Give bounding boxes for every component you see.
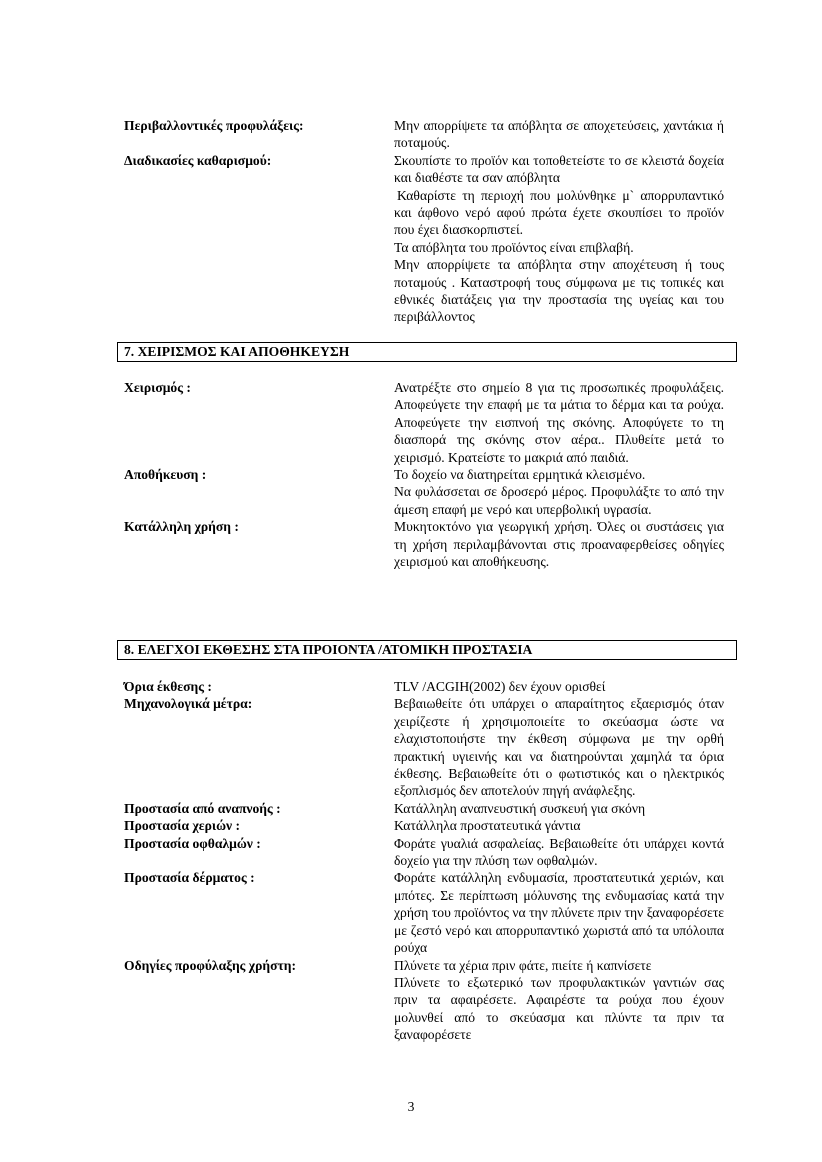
eye-protection-row	[124, 835, 728, 870]
user-precautions-text: Πλύνετε τα χέρια πριν φάτε, πιείτε ή καπνίσετε	[394, 957, 652, 973]
proper-use-value	[394, 518, 724, 570]
cleanup-row	[124, 152, 728, 326]
section7-heading: 7. ΧΕΙΡΙΣΜΟΣ ΚΑΙ ΑΠΟΘΗΚΕΥΣΗ	[117, 342, 737, 362]
env-precautions-label: Περιβαλλοντικές προφυλάξεις:	[124, 118, 304, 133]
section7-block	[124, 379, 728, 570]
exposure-limits-value	[394, 678, 724, 695]
storage-text: Να φυλάσσεται σε δροσερό μέρος. Προφυλάξτε το από την άμεση επαφή με νερό και υπερβολική υγρασία.	[394, 484, 724, 517]
exposure-limits-row	[124, 678, 728, 695]
user-precautions-label: Οδηγίες προφύλαξης χρήστη:	[124, 957, 296, 973]
proper-use-label: Κατάλληλη χρήση :	[124, 519, 239, 535]
cleanup-text: Καθαρίστε τη περιοχή που μολύνθηκε μ` απορρυπαντικό και άφθονο νερό αφού πρώτα έχετε σκουπίσει το προϊόν που έχει διασκορπιστεί.	[394, 187, 724, 238]
env-precautions-row	[124, 117, 728, 152]
section8-heading: 8. ΕΛΕΓΧΟΙ ΕΚΘΕΣΗΣ ΣΤΑ ΠΡΟΙΟΝΤΑ /ΑΤΟΜΙΚΗ ΠΡΟΣΤΑΣΙΑ	[117, 640, 737, 660]
section6-block	[124, 117, 728, 326]
skin-protection-row	[124, 869, 728, 956]
page-number: 3	[407, 1099, 415, 1114]
user-precautions-text: Πλύνετε το εξωτερικό των προφυλακτικών γαντιών σας πριν τα αφαιρέσετε. Αφαιρέστε τα ρούχα που έχουν μολυνθεί από το σκεύασμα και πλύντε τα πριν τα ξαναφορέσετε	[394, 974, 724, 1043]
skin-protection-text: Φοράτε κατάλληλη ενδυμασία, προστατευτικά χεριών, και μπότες. Σε περίπτωση μόλυνσης της ενδυμασίας κατά την χρήση του προϊόντος να την πλύνετε πριν την ξαναφορέσετε με ζεστό νερό και απορρυπαντικό χωριστά από τα υπόλοιπα ρούχα	[394, 870, 724, 956]
proper-use-row	[124, 518, 728, 570]
user-precautions-value	[394, 957, 724, 1044]
engineering-measures-label: Μηχανολογικά μέτρα:	[124, 696, 253, 712]
cleanup-text: Σκουπίστε το προϊόν και τοποθετείστε το σε κλειστά δοχεία και διαθέστε τα σαν απόβλητα	[394, 152, 724, 186]
hand-protection-label: Προστασία χεριών :	[124, 818, 240, 834]
storage-row	[124, 466, 728, 518]
handling-text: Ανατρέξτε στο σημείο 8 για τις προσωπικές προφυλάξεις. Αποφεύγετε την επαφή με τα μάτια το δέρμα και τα ρούχα. Αποφεύγετε την εισπνοή της σκόνης. Αποφύγετε το τη διασπορά της σκόνης στον αέρα.. Πλυθείτε μετά το χειρισμό. Κρατείστε το μακριά από παιδιά.	[394, 380, 724, 465]
engineering-measures-text: Βεβαιωθείτε ότι υπάρχει ο απαραίτητος εξαερισμός όταν χειρίζεστε ή χρησιμοποιείτε το σκεύασμα ώστε να ελαχιστοποιήστε την έκθεση σύμφωνα με την ορθή πρακτική υγιεινής και να διατηρούνται χαμηλά τα όρια έκθεσης. Βεβαιωθείτε ότι ο φωτιστικός και ο ηλεκτρικός εξοπλισμός δεν αποτελούν πηγή ανάφλεξης.	[394, 696, 724, 799]
hand-protection-text: Κατάλληλα προστατευτικά γάντια	[394, 818, 581, 834]
proper-use-text: Μυκητοκτόνο για γεωργική χρήση. Όλες οι συστάσεις για τη χρήση περιλαμβάνονται στις προαναφερθείσες οδηγίες χειρισμού και αποθήκευσης.	[394, 519, 724, 570]
eye-protection-text: Φοράτε γυαλιά ασφαλείας. Βεβαιωθείτε ότι υπάρχει κοντά δοχείο για την πλύση των οφθαλμών.	[394, 835, 724, 869]
cleanup-text: Μην απορρίψετε τα απόβλητα στην αποχέτευση ή τους ποταμούς . Καταστροφή τους σύμφωνα με τις τοπικές και εθνικές διατάξεις για την προστασία της υγείας και του περιβάλλοντος	[394, 257, 724, 325]
respiratory-protection-value	[394, 800, 724, 817]
exposure-limits-label: Όρια έκθεσης :	[124, 679, 212, 694]
engineering-measures-value	[394, 695, 724, 799]
storage-text: Το δοχείο να διατηρείται ερμητικά κλεισμένο.	[394, 467, 646, 483]
storage-label: Αποθήκευση :	[124, 467, 207, 483]
eye-protection-label: Προστασία οφθαλμών :	[124, 835, 261, 851]
user-precautions-row	[124, 957, 728, 1044]
eye-protection-value	[394, 835, 724, 870]
cleanup-label: Διαδικασίες καθαρισμού:	[124, 152, 272, 168]
hand-protection-value	[394, 817, 724, 834]
engineering-measures-row	[124, 695, 728, 799]
handling-value	[394, 379, 724, 466]
cleanup-text: Τα απόβλητα του προϊόντος είναι επιβλαβή.	[394, 239, 634, 255]
respiratory-protection-label: Προστασία από αναπνοής :	[124, 800, 281, 816]
respiratory-protection-text: Κατάλληλη αναπνευστική συσκευή για σκόνη	[394, 800, 646, 816]
handling-row	[124, 379, 728, 466]
hand-protection-row	[124, 817, 728, 834]
respiratory-protection-row	[124, 800, 728, 817]
exposure-limits-text: TLV /ACGIH(2002) δεν έχουν ορισθεί	[394, 679, 606, 694]
storage-value	[394, 466, 724, 518]
skin-protection-value	[394, 869, 724, 956]
skin-protection-label: Προστασία δέρματος :	[124, 870, 255, 886]
env-precautions-value	[394, 117, 724, 152]
env-precautions-text: Μην απορρίψετε τα απόβλητα σε αποχετεύσεις, χαντάκια ή ποταμούς.	[394, 118, 724, 151]
cleanup-value	[394, 152, 724, 326]
section8-block	[124, 678, 728, 1044]
handling-label: Χειρισμός :	[124, 380, 191, 395]
